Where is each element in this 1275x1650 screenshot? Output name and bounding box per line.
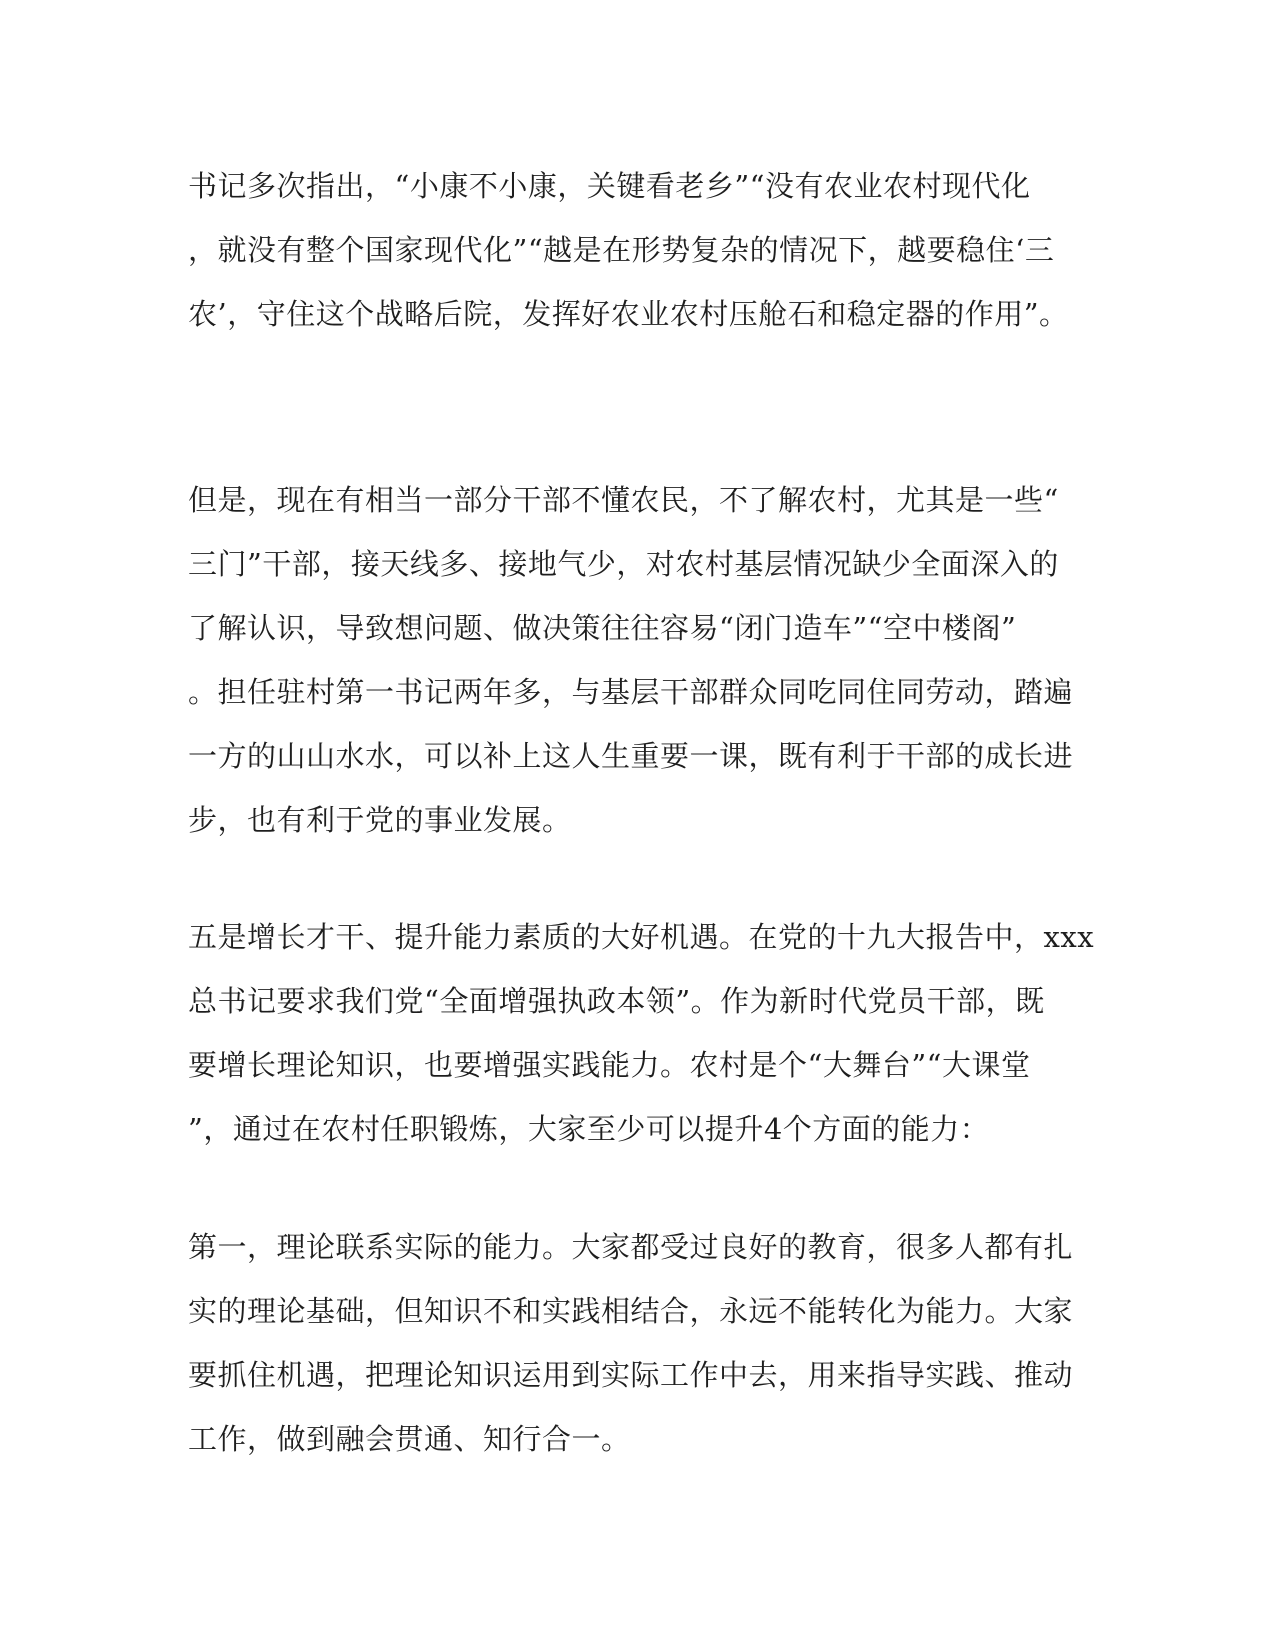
text-line: 三门”干部，接天线多、接地气少，对农村基层情况缺少全面深入的 — [188, 547, 1059, 581]
text-line: 实的理论基础，但知识不和实践相结合，永远不能转化为能力。大家 — [188, 1294, 1074, 1328]
text-line: 要增长理论知识，也要增强实践能力。农村是个“大舞台”“大课堂 — [188, 1048, 1031, 1082]
text-line: 工作，做到融会贯通、知行合一。 — [188, 1422, 631, 1456]
text-line: 步，也有利于党的事业发展。 — [188, 803, 572, 837]
paragraph-1 — [188, 154, 1088, 346]
text-line: ”，通过在农村任职锻炼，大家至少可以提升4个方面的能力： — [188, 1112, 990, 1146]
paragraph-4 — [188, 1215, 1088, 1471]
text-line: 要抓住机遇，把理论知识运用到实际工作中去，用来指导实践、推动 — [188, 1358, 1074, 1392]
text-line: ，就没有整个国家现代化”“越是在形势复杂的情况下，越要稳住‘三 — [188, 233, 1055, 267]
paragraph-3 — [188, 905, 1095, 1161]
text-line: 第一，理论联系实际的能力。大家都受过良好的教育，很多人都有扎 — [188, 1230, 1074, 1264]
text-line: 。担任驻村第一书记两年多，与基层干部群众同吃同住同劳动，踏遍 — [188, 675, 1074, 709]
text-line: 五是增长才干、提升能力素质的大好机遇。在党的十九大报告中，xxx — [188, 920, 1095, 954]
text-line: 了解认识，导致想问题、做决策往往容易“闭门造车”“空中楼阁” — [188, 611, 1017, 645]
paragraph-2 — [188, 468, 1088, 852]
text-line: 但是，现在有相当一部分干部不懂农民，不了解农村，尤其是一些“ — [188, 483, 1059, 517]
text-line: 书记多次指出，“小康不小康，关键看老乡”“没有农业农村现代化 — [188, 169, 1031, 203]
text-line: 农’，守住这个战略后院，发挥好农业农村压舱石和稳定器的作用”。 — [188, 297, 1069, 331]
text-line: 总书记要求我们党“全面增强执政本领”。作为新时代党员干部，既 — [188, 984, 1045, 1018]
text-line: 一方的山山水水，可以补上这人生重要一课，既有利于干部的成长进 — [188, 739, 1074, 773]
